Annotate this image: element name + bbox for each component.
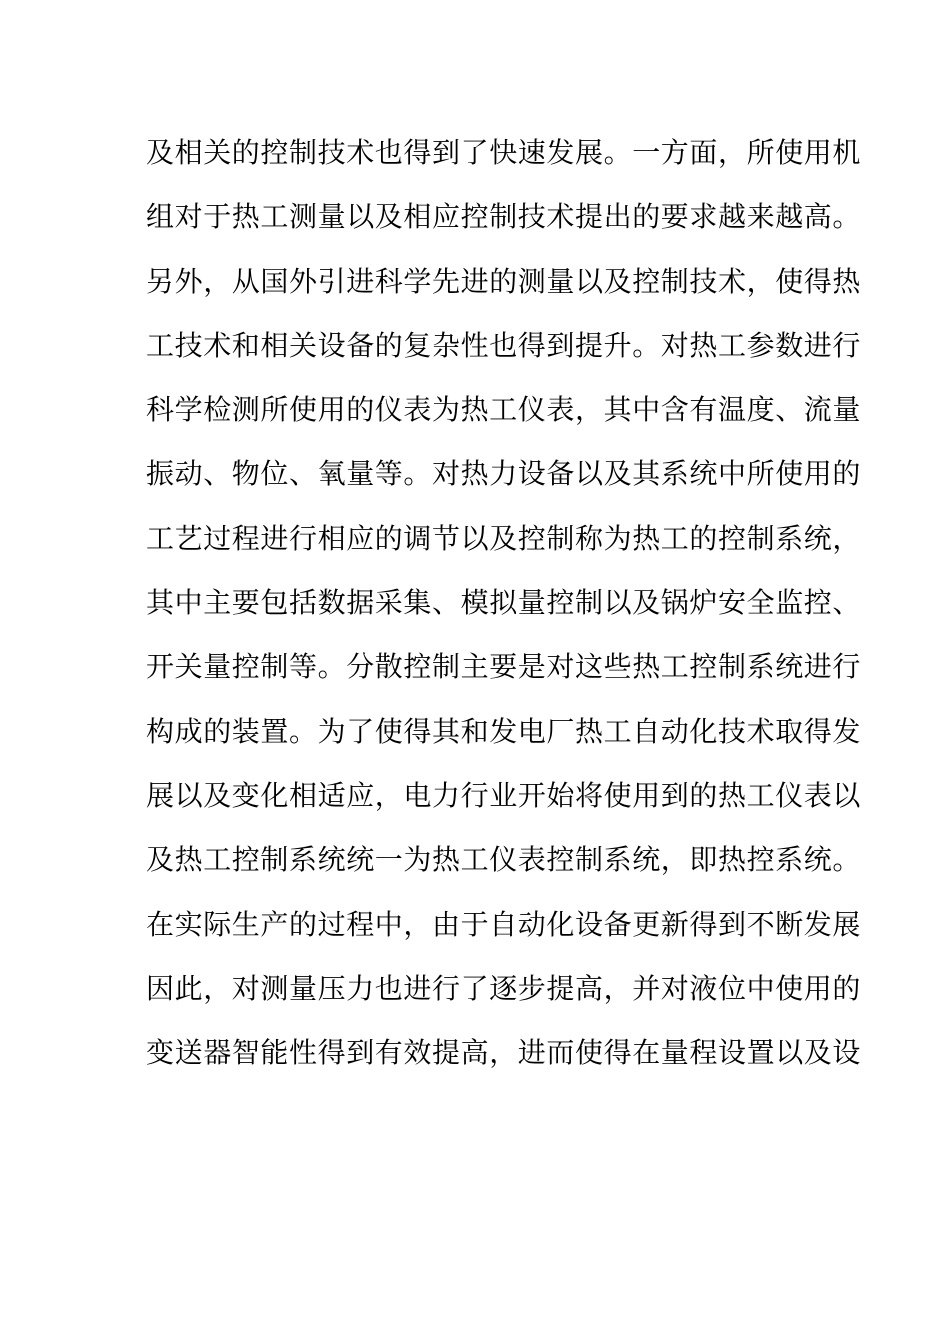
text-line: 构成的装置。为了使得其和发电厂热工自动化技术取得发 xyxy=(146,714,862,748)
text-line: 工艺过程进行相应的调节以及控制称为热工的控制系统， xyxy=(146,521,862,555)
text-line: 因此，对测量压力也进行了逐步提高，并对液位中使用的 xyxy=(146,971,862,1005)
text-line: 工技术和相关设备的复杂性也得到提升。对热工参数进行 xyxy=(146,328,862,362)
text-line: 振动、物位、氧量等。对热力设备以及其系统中所使用的 xyxy=(146,457,862,491)
text-line: 科学检测所使用的仪表为热工仪表，其中含有温度、流量 xyxy=(146,393,862,427)
text-line: 组对于热工测量以及相应控制技术提出的要求越来越高。 xyxy=(146,200,862,234)
body-paragraph xyxy=(146,130,862,1094)
text-line: 在实际生产的过程中，由于自动化设备更新得到不断发展 xyxy=(146,907,862,941)
text-line: 变送器智能性得到有效提高，进而使得在量程设置以及设 xyxy=(146,1036,862,1070)
text-line: 另外，从国外引进科学先进的测量以及控制技术，使得热 xyxy=(146,264,862,298)
text-line: 展以及变化相适应，电力行业开始将使用到的热工仪表以 xyxy=(146,778,862,812)
text-line: 及热工控制系统统一为热工仪表控制系统，即热控系统。 xyxy=(146,843,862,877)
text-line: 开关量控制等。分散控制主要是对这些热工控制系统进行 xyxy=(146,650,862,684)
text-line: 其中主要包括数据采集、模拟量控制以及锅炉安全监控、 xyxy=(146,586,862,620)
text-line: 及相关的控制技术也得到了快速发展。一方面，所使用机 xyxy=(146,136,862,169)
